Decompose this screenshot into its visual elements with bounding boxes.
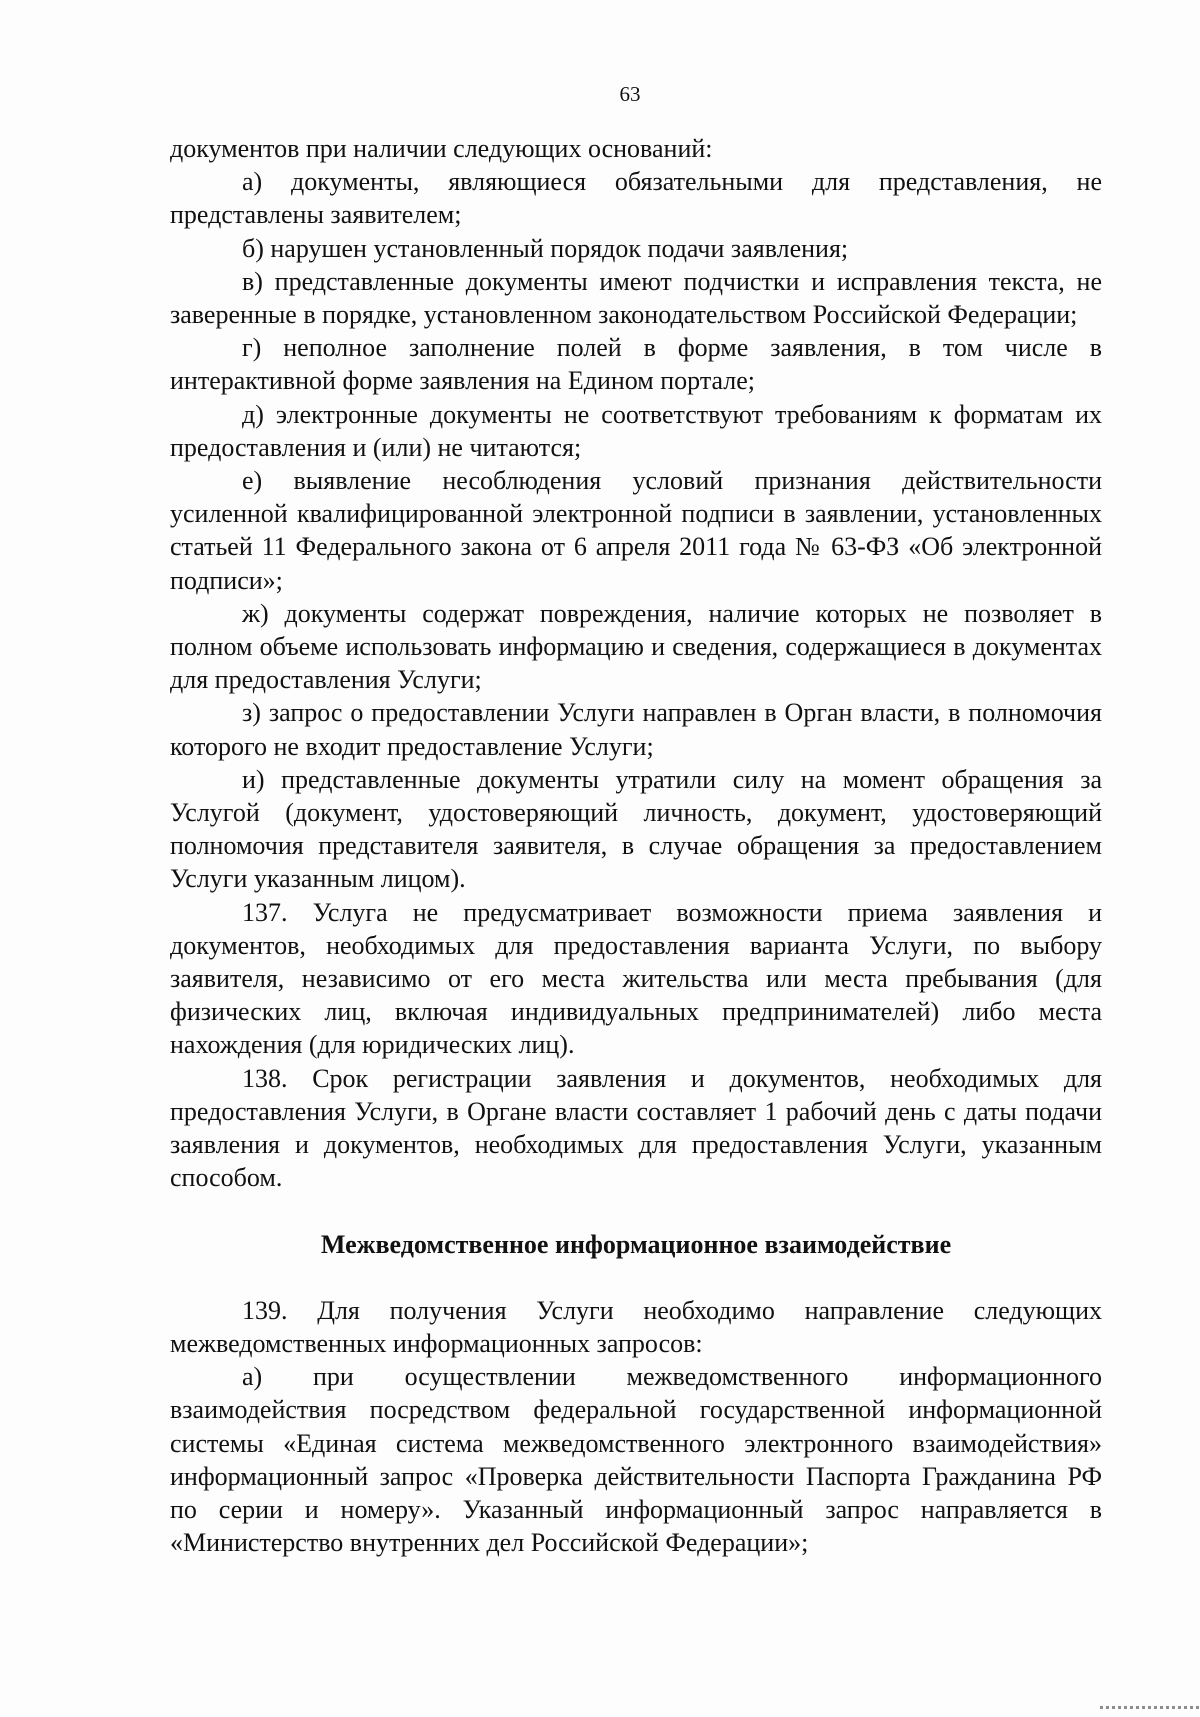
list-item-zh: ж) документы содержат повреждения, наличие которых не позволяет в полном объеме использовать информацию и сведения, содержащиеся в документах для предоставления Услуги; <box>170 598 1102 695</box>
clause-138: 138. Срок регистрации заявления и документов, необходимых для предоставления Услуги, в Органе власти составляет 1 рабочий день с даты подачи заявления и документов, необходимых для предоставления Услуги, указанным способом. <box>170 1063 1102 1193</box>
list-item-b: б) нарушен установленный порядок подачи заявления; <box>242 233 849 263</box>
paragraph-continuation: документов при наличии следующих оснований: <box>170 134 713 163</box>
list-item-e: е) выявление несоблюдения условий признания действительности усиленной квалифицированной электронной подписи в заявлении, установленных статьей 11 Федерального закона от 6 апреля 2011 года № 63-ФЗ «Об электронной подписи»; <box>170 466 1102 595</box>
list-item-v: в) представленные документы имеют подчистки и исправления текста, не заверенные в порядке, установленном законодательством Российской Федерации; <box>170 266 1102 330</box>
page-number: 63 <box>619 82 641 106</box>
list-item-z: з) запрос о предоставлении Услуги направлен в Орган власти, в полномочия которого не входит предоставление Услуги; <box>170 698 1102 761</box>
list-item-a: а) документы, являющиеся обязательными для представления, не представлены заявителем; <box>170 167 1102 230</box>
list-item-d: д) электронные документы не соответствуют требованиям к форматам их предоставления и (или) не читаются; <box>170 399 1102 462</box>
document-body <box>170 132 1102 1559</box>
clause-139-item-a: а) при осуществлении межведомственного информационного взаимодействия посредством федеральной государственной информационной системы «Единая система межведомственного электронного взаимодействия» информационный запрос «Проверка действительности Паспорта Гражданина РФ по серии и номеру». Указанный информационный запрос направляется в «Министерство внутренних дел Российской Федерации»; <box>170 1362 1102 1558</box>
list-item-i: и) представленные документы утратили силу на момент обращения за Услугой (документ, удостоверяющий личность, документ, удостоверяющий полномочия представителя заявителя, в случае обращения за предоставлением Услуги указанным лицом). <box>170 764 1102 894</box>
clause-139: 139. Для получения Услуги необходимо направление следующих межведомственных информационных запросов: <box>170 1295 1102 1358</box>
scan-edge-mark <box>1100 1706 1200 1709</box>
list-item-g: г) неполное заполнение полей в форме заявления, в том числе в интерактивной форме заявления на Едином портале; <box>170 333 1102 396</box>
section-heading: Межведомственное информационное взаимодействие <box>320 1229 952 1259</box>
clause-137: 137. Услуга не предусматривает возможности приема заявления и документов, необходимых для предоставления варианта Услуги, по выбору заявителя, независимо от его места жительства или места пребывания (для физических лиц, включая индивидуальных предпринимателей) либо места нахождения (для юридических лиц). <box>170 897 1102 1060</box>
